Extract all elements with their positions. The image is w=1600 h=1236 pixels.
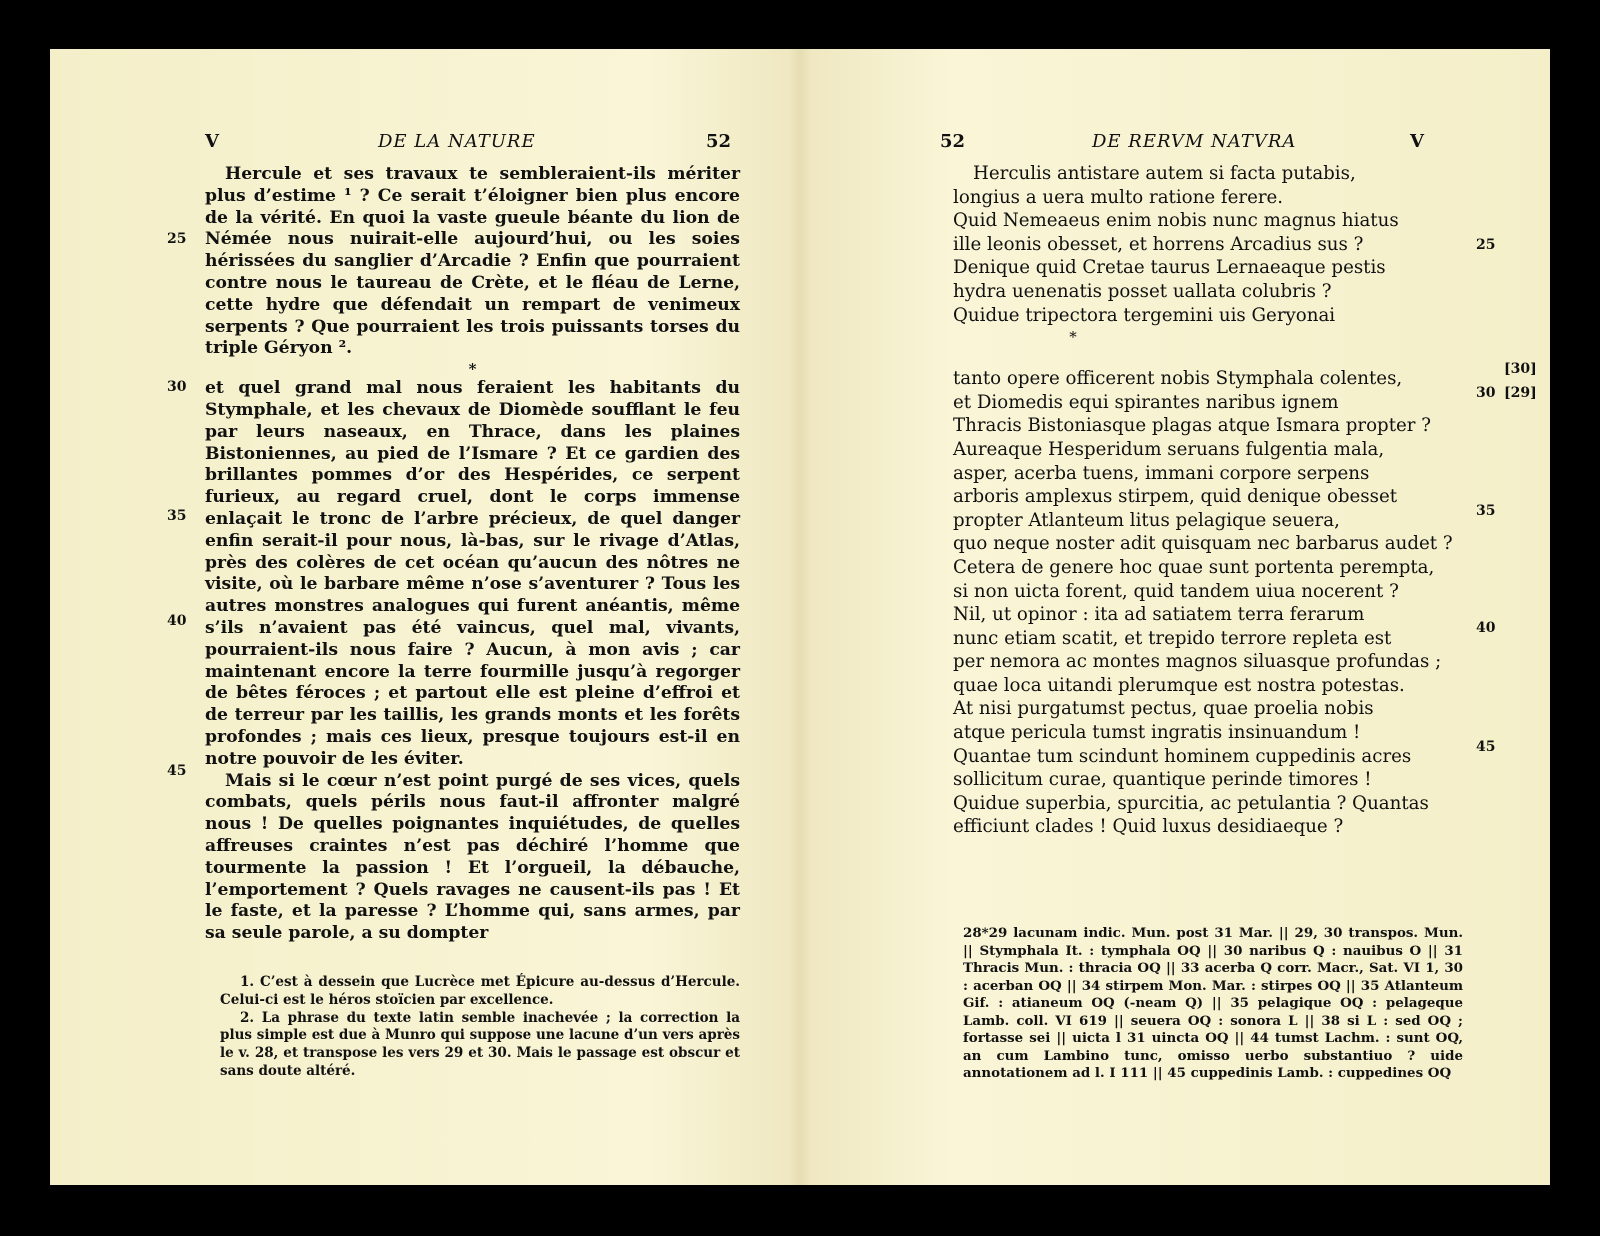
critical-apparatus: 28*29 lacunam indic. Mun. post 31 Mar. || 29, 30 transpos. Mun. || Stymphala It. : tymphala OQ || 30 naribus Q : nauibus O || 31 Thracis Mun. : thracia OQ || 33 acerba Q corr. Macr., Sat. VI 1, 30 : acerban OQ || 34 stirpem Mon. Mar. : stirpes OQ || 35 Atlanteum Gif. : atianeum OQ (-neam Q) || 35 pelagique OQ : pelageque Lamb. coll. VI 619 || seuera OQ : sonora L || 38 si L : sed OQ ; fortasse sei || uicta l 31 uincta OQ || 44 tumst Lachm. : sunt OQ, an cum Lambino tunc, omisso uerbo substantiuo ? uide annotationem ad l. I 111 || 45 cuppedinis Lamb. : cuppedines OQ bbox=[963, 925, 1463, 1081]
right-header-title: DE RERVM NATVRA bbox=[1092, 131, 1297, 152]
verse-line: ille leonis obesset, et horrens Arcadius sus ? bbox=[953, 233, 1364, 255]
verse-line: efficiunt clades ! Quid luxus desidiaeque ? bbox=[953, 816, 1344, 838]
verse-line: tanto opere officerent nobis Stymphala colentes, bbox=[953, 368, 1403, 390]
verse-line: arboris amplexus stirpem, quid denique obesset bbox=[953, 486, 1398, 508]
latin-verses bbox=[953, 162, 1453, 839]
verse-line: et Diomedis equi spirantes naribus ignem bbox=[953, 391, 1339, 413]
book-spread bbox=[50, 49, 1550, 1185]
verse-line: Cetera de genere hoc quae sunt portenta perempta, bbox=[953, 556, 1435, 578]
verse-line: Quidue tripectora tergemini uis Geryonai bbox=[953, 304, 1336, 326]
paragraph-2: et quel grand mal nous feraient les habitants du Stymphale, et les chevaux de Diomède soufflant le feu par leurs naseaux, en Thrace, dans les plaines Bistoniennes, au pied de l’Ismare ? Et ce gardien des brillantes pommes d’or des Hespérides, ce serpent furieux, au regard cruel, dont le corps immense enlaçait le tronc de l’arbre précieux, de quel danger enfin serait-il pour nous, là-bas, sur le rivage d’Atlas, près des colères de cet océan qu’aucun des nôtres ne visite, où le barbare même n’ose s’aventurer ? Tous les autres monstres analogues qui furent anéantis, même s’ils n’avaient pas été vaincus, quel mal, vivants, pourraient-ils nous faire ? Aucun, à mon avis ; car maintenant encore la terre fourmille jusqu’à regorger de bêtes féroces ; et partout elle est pleine d’effroi et de terreur par les taillis, les grands monts et les forêts profondes ; mais ces lieux, presque toujours est-il en notre pouvoir de les éviter. bbox=[205, 378, 740, 769]
line-number-30: 30 bbox=[167, 379, 187, 395]
left-header-page: 52 bbox=[706, 131, 732, 152]
verse-line: Quid Nemeaeus enim nobis nunc magnus hiatus bbox=[953, 210, 1399, 232]
verse-line: Denique quid Cretae taurus Lernaeaque pestis bbox=[953, 257, 1386, 279]
line-number-29-bracket: [29] bbox=[1504, 385, 1537, 401]
french-translation bbox=[205, 164, 740, 945]
verse-line: Herculis antistare autem si facta putabis, bbox=[973, 163, 1356, 184]
line-number-40: 40 bbox=[1476, 620, 1496, 636]
line-number-40: 40 bbox=[167, 613, 187, 629]
line-number-35: 35 bbox=[167, 508, 187, 524]
verse-line: nunc etiam scatit, et trepido terrore repleta est bbox=[953, 627, 1392, 649]
separator-star: * bbox=[468, 360, 477, 379]
verse-line: Quantae tum scindunt hominem cuppedinis acres bbox=[953, 745, 1412, 767]
paragraph-1: Hercule et ses travaux te sembleraient-ils mériter plus d’estime ¹ ? Ce serait t’éloigner bien plus encore de la vérité. En quoi la vaste gueule béante du lion de Némée nous nuirait-elle aujourd’hui, ou les soies hérissées du sanglier d’Arcadie ? Enfin que pourraient contre nous le taureau de Crète, et le fléau de Lerne, cette hydre que défendait un rempart de venimeux serpents ? Que pourraient les trois puissants torses du triple Géryon ². bbox=[205, 164, 740, 359]
left-header-title: DE LA NATURE bbox=[378, 131, 536, 152]
footnote-1: 1. C’est à dessein que Lucrèce met Épicure au-dessus d’Hercule. Celui-ci est le héros stoïcien par excellence. bbox=[220, 974, 740, 1008]
line-number-30-bracket: [30] bbox=[1504, 361, 1537, 377]
verse-line: propter Atlanteum litus pelagique seuera, bbox=[953, 509, 1340, 531]
right-header-page: 52 bbox=[940, 131, 966, 152]
verse-line: hydra uenenatis posset uallata colubris ? bbox=[953, 280, 1332, 302]
verse-line: atque pericula tumst ingratis insinuandum ! bbox=[953, 722, 1361, 744]
verse-line: si non uicta forent, quid tandem uiua nocerent ? bbox=[953, 580, 1399, 602]
line-number-25: 25 bbox=[167, 231, 187, 247]
line-number-25: 25 bbox=[1476, 237, 1496, 253]
verse-line: asper, acerba tuens, immani corpore serpens bbox=[953, 462, 1370, 484]
right-header-book: V bbox=[1410, 131, 1424, 152]
verse-line: Thracis Bistoniasque plagas atque Ismara propter ? bbox=[953, 415, 1431, 437]
left-page bbox=[50, 49, 800, 1185]
left-header-book: V bbox=[205, 131, 219, 152]
verse-line: Aureaque Hesperidum seruans fulgentia mala, bbox=[953, 438, 1385, 460]
separator-star: * bbox=[1069, 328, 1077, 347]
line-number-45: 45 bbox=[1476, 739, 1496, 755]
verse-line: per nemora ac montes magnos siluasque profundas ; bbox=[953, 651, 1442, 673]
right-page bbox=[800, 49, 1550, 1185]
verse-line: Quidue superbia, spurcitia, ac petulantia ? Quantas bbox=[953, 792, 1429, 814]
footnote-2: 2. La phrase du texte latin semble inachevée ; la correction la plus simple est due à Munro qui suppose une lacune d’un vers après le v. 28, et transpose les vers 29 et 30. Mais le passage est obscur et sans doute altéré. bbox=[220, 1009, 740, 1079]
verse-line: At nisi purgatumst pectus, quae proelia nobis bbox=[953, 698, 1374, 720]
verse-line: sollicitum curae, quantique perinde timores ! bbox=[953, 769, 1372, 791]
footnotes bbox=[220, 974, 740, 1081]
line-number-45: 45 bbox=[167, 763, 187, 779]
verse-line: quae loca uitandi plerumque est nostra potestas. bbox=[953, 674, 1405, 696]
verse-line: longius a uera multo ratione ferere. bbox=[953, 186, 1284, 208]
verse-line: Nil, ut opinor : ita ad satiatem terra ferarum bbox=[953, 604, 1365, 626]
verse-line: quo neque noster adit quisquam nec barbarus audet ? bbox=[953, 533, 1453, 555]
line-number-30: 30 bbox=[1476, 385, 1496, 401]
paragraph-3: Mais si le cœur n’est point purgé de ses vices, quels combats, quels périls nous faut-il affronter malgré nous ! De quelles poignantes inquiétudes, de quelles affreuses craintes n’est pas déchiré l’homme que tourmente la passion ! Et l’orgueil, la débauche, l’emportement ? Quels ravages ne causent-ils pas ! Et le faste, et la paresse ? L’homme qui, sans armes, par sa seule parole, a su dompter bbox=[205, 770, 740, 944]
line-number-35: 35 bbox=[1476, 503, 1496, 519]
